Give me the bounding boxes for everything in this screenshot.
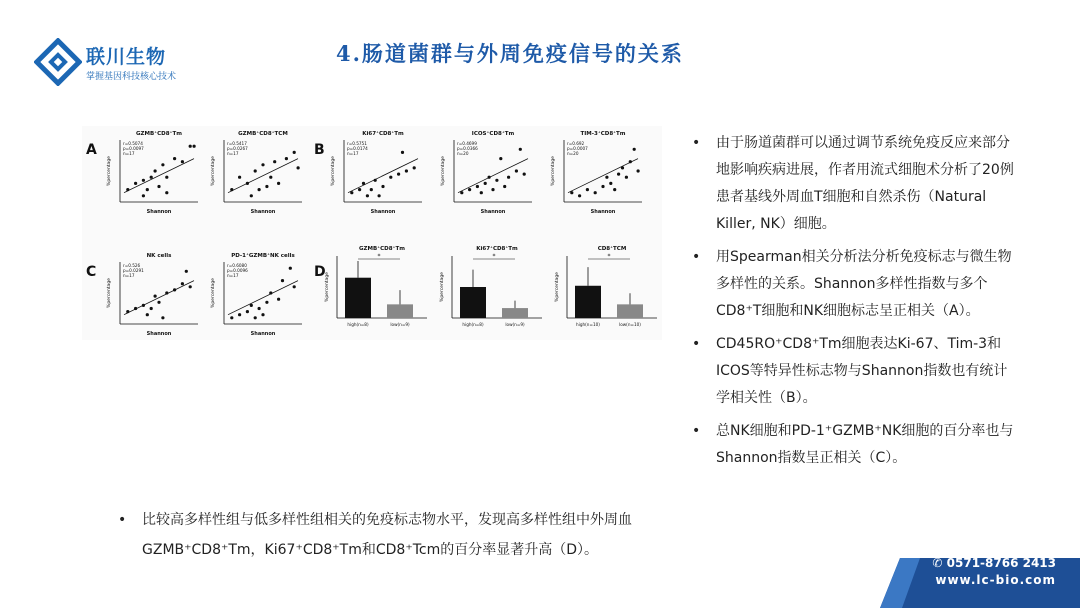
- x-axis-label: Shannon: [590, 209, 616, 215]
- significance-marker: *: [377, 253, 381, 260]
- stat-label: n=17: [227, 151, 239, 156]
- stat-label: r=0.4699: [457, 141, 477, 146]
- scatter-point: [142, 194, 145, 197]
- scatter-point: [246, 310, 249, 313]
- scatter-point: [617, 173, 620, 176]
- bullet-item: • CD45RO⁺CD8⁺Tm细胞表达Ki-67、Tim-3和ICOS等特异性标志物与Shannon指数也有统计学相关性（B）。: [690, 331, 1020, 412]
- stat-label: p=0.0174: [347, 146, 368, 151]
- scatter-point: [625, 176, 628, 179]
- scatter-point: [161, 163, 164, 166]
- bullet-item: • 由于肠道菌群可以通过调节系统免疫反应来部分地影响疾病进展，作者用流式细胞术分析了20例患者基线外周血T细胞和自然杀伤（Natural Killer, NK）细胞。: [690, 130, 1020, 238]
- stat-label: n=20: [567, 151, 579, 156]
- bullet-item: • 总NK细胞和PD-1⁺GZMB⁺NK细胞的百分率也与Shannon指数呈正相关（C）。: [690, 418, 1020, 472]
- scatter-point: [633, 148, 636, 151]
- panel-letter: D: [314, 264, 326, 280]
- stat-label: p=0.0007: [567, 146, 588, 151]
- stat-label: n=17: [123, 151, 135, 156]
- stat-label: r=0.5751: [347, 141, 367, 146]
- scatter-point: [189, 145, 192, 148]
- stat-label: p=0.0097: [123, 146, 144, 151]
- scatter-point: [499, 157, 502, 160]
- scatter-point: [146, 188, 149, 191]
- scatter-point: [181, 282, 184, 285]
- scatter-point: [181, 160, 184, 163]
- bar-low: [617, 304, 643, 318]
- scatter-point: [154, 295, 157, 298]
- y-axis-label: %percentage: [325, 272, 330, 302]
- scatter-point: [193, 145, 196, 148]
- category-label: low(n=9): [505, 322, 525, 327]
- stat-label: n=17: [227, 273, 239, 278]
- scatter-panel-title: ICOS⁺CD8⁺Tm: [471, 131, 515, 137]
- stat-label: n=17: [347, 151, 359, 156]
- scatter-point: [397, 173, 400, 176]
- category-label: high(n=8): [462, 322, 484, 327]
- scatter-point: [586, 188, 589, 191]
- scatter-point: [476, 185, 479, 188]
- scatter-point: [150, 307, 153, 310]
- scatter-point: [480, 191, 483, 194]
- stat-label: n=20: [457, 151, 469, 156]
- significance-marker: *: [607, 253, 611, 260]
- scatter-point: [613, 188, 616, 191]
- research-figure: [82, 126, 662, 340]
- scatter-point: [265, 301, 268, 304]
- stat-label: p=0.0096: [227, 268, 248, 273]
- scatter-point: [381, 185, 384, 188]
- scatter-point: [297, 166, 300, 169]
- scatter-panel-title: GZMB⁺CD8⁺Tm: [136, 131, 182, 137]
- stat-label: r=0.5074: [123, 141, 143, 146]
- logo-name: 联川生物: [86, 46, 167, 68]
- scatter-point: [258, 188, 261, 191]
- scatter-point: [491, 188, 494, 191]
- bar-panel-title: GZMB⁺CD8⁺Tm: [359, 246, 405, 252]
- bullet-item: • 比较高多样性组与低多样性组相关的免疫标志物水平，发现高多样性组中外周血GZMB⁺CD8⁺Tm，Ki67⁺CD8⁺Tm和CD8⁺Tcm的百分率显著升高（D）。: [116, 505, 676, 565]
- scatter-point: [358, 188, 361, 191]
- bar-high: [345, 278, 371, 318]
- scatter-point: [605, 176, 608, 179]
- bar-low: [387, 304, 413, 318]
- scatter-point: [637, 169, 640, 172]
- scatter-point: [277, 182, 280, 185]
- bar-high: [460, 287, 486, 318]
- scatter-point: [165, 176, 168, 179]
- bar-high: [575, 286, 601, 318]
- regression-line: [458, 159, 528, 193]
- y-axis-label: %percentage: [551, 156, 556, 186]
- scatter-point: [150, 176, 153, 179]
- scatter-point: [519, 148, 522, 151]
- scatter-point: [173, 157, 176, 160]
- scatter-point: [523, 173, 526, 176]
- y-axis-label: %percentage: [107, 278, 112, 308]
- stat-label: p=0.0366: [457, 146, 478, 151]
- regression-line: [124, 281, 194, 315]
- x-axis-label: Shannon: [250, 331, 276, 337]
- scatter-point: [134, 182, 137, 185]
- y-axis-label: %percentage: [211, 156, 216, 186]
- company-logo: [34, 38, 204, 88]
- scatter-point: [370, 188, 373, 191]
- y-axis-label: %percentage: [441, 156, 446, 186]
- scatter-point: [154, 169, 157, 172]
- scatter-point: [366, 194, 369, 197]
- scatter-point: [146, 313, 149, 316]
- bullet-item: • 用Spearman相关分析法分析免疫标志与微生物多样性的关系。Shannon多样性指数与多个CD8⁺T细胞和NK细胞标志呈正相关（A）。: [690, 244, 1020, 325]
- scatter-point: [269, 176, 272, 179]
- y-axis-label: %percentage: [211, 278, 216, 308]
- scatter-point: [189, 285, 192, 288]
- figure-panels: [82, 126, 662, 340]
- bar-panel-title: Ki67⁺CD8⁺Tm: [476, 246, 518, 252]
- stat-label: n=17: [123, 273, 135, 278]
- x-axis-label: Shannon: [250, 209, 276, 215]
- bar-low: [502, 308, 528, 318]
- scatter-point: [250, 194, 253, 197]
- stat-label: p=0.0291: [123, 268, 144, 273]
- scatter-point: [261, 163, 264, 166]
- scatter-point: [503, 185, 506, 188]
- scatter-point: [265, 185, 268, 188]
- scatter-point: [238, 313, 241, 316]
- y-axis-label: %percentage: [440, 272, 445, 302]
- scatter-point: [230, 316, 233, 319]
- stat-label: p=0.0267: [227, 146, 248, 151]
- category-label: low(n=10): [619, 322, 641, 327]
- scatter-point: [484, 182, 487, 185]
- scatter-point: [254, 169, 257, 172]
- scatter-point: [161, 316, 164, 319]
- scatter-point: [609, 182, 612, 185]
- category-label: low(n=9): [390, 322, 410, 327]
- scatter-point: [157, 301, 160, 304]
- scatter-panel-title: Ki67⁺CD8⁺Tm: [362, 131, 404, 137]
- scatter-point: [258, 307, 261, 310]
- significance-marker: *: [492, 253, 496, 260]
- x-axis-label: Shannon: [146, 331, 172, 337]
- panel-letter: B: [314, 142, 325, 158]
- scatter-point: [273, 160, 276, 163]
- scatter-point: [413, 166, 416, 169]
- scatter-point: [578, 194, 581, 197]
- y-axis-label: %percentage: [331, 156, 336, 186]
- scatter-point: [405, 169, 408, 172]
- category-label: high(n=8): [347, 322, 369, 327]
- phone-number: ✆ 0571-8766 2413: [932, 556, 1056, 570]
- stat-label: r=0.692: [567, 141, 585, 146]
- scatter-point: [601, 185, 604, 188]
- scatter-point: [165, 191, 168, 194]
- scatter-point: [495, 179, 498, 182]
- scatter-point: [401, 151, 404, 154]
- panel-letter: A: [86, 142, 97, 158]
- slide-title: 4.肠道菌群与外周免疫信号的关系: [336, 41, 684, 66]
- scatter-point: [293, 151, 296, 154]
- scatter-point: [515, 169, 518, 172]
- scatter-point: [507, 176, 510, 179]
- category-label: high(n=10): [576, 322, 600, 327]
- x-axis-label: Shannon: [146, 209, 172, 215]
- scatter-point: [285, 157, 288, 160]
- scatter-point: [157, 185, 160, 188]
- scatter-point: [594, 191, 597, 194]
- scatter-panel-title: PD-1⁺GZMB⁺NK cells: [231, 253, 295, 259]
- y-axis-label: %percentage: [107, 156, 112, 186]
- right-bullet-list: [690, 130, 1020, 478]
- scatter-point: [378, 194, 381, 197]
- scatter-point: [289, 267, 292, 270]
- stat-label: r=0.6080: [227, 263, 247, 268]
- scatter-point: [277, 298, 280, 301]
- scatter-point: [254, 316, 257, 319]
- bar-panel-title: CD8⁺TCM: [597, 246, 627, 252]
- website-link[interactable]: www.lc-bio.com: [935, 573, 1056, 587]
- logo-tagline: 掌握基因科技核心技术: [86, 72, 177, 82]
- stat-label: r=0.526: [123, 263, 141, 268]
- x-axis-label: Shannon: [480, 209, 506, 215]
- scatter-panel-title: GZMB⁺CD8⁺TCM: [238, 131, 288, 137]
- scatter-panel-title: NK cells: [146, 253, 172, 259]
- scatter-point: [389, 176, 392, 179]
- x-axis-label: Shannon: [370, 209, 396, 215]
- bottom-bullet-list: [116, 505, 676, 565]
- scatter-point: [293, 285, 296, 288]
- logo-diamond-icon: [34, 38, 82, 86]
- panel-letter: C: [86, 264, 97, 280]
- y-axis-label: %percentage: [555, 272, 560, 302]
- regression-line: [228, 281, 298, 315]
- scatter-panel-title: TIM-3⁺CD8⁺Tm: [580, 131, 626, 137]
- stat-label: r=0.5417: [227, 141, 247, 146]
- scatter-point: [261, 313, 264, 316]
- scatter-point: [238, 176, 241, 179]
- scatter-point: [185, 270, 188, 273]
- scatter-point: [468, 188, 471, 191]
- scatter-point: [281, 279, 284, 282]
- scatter-point: [142, 179, 145, 182]
